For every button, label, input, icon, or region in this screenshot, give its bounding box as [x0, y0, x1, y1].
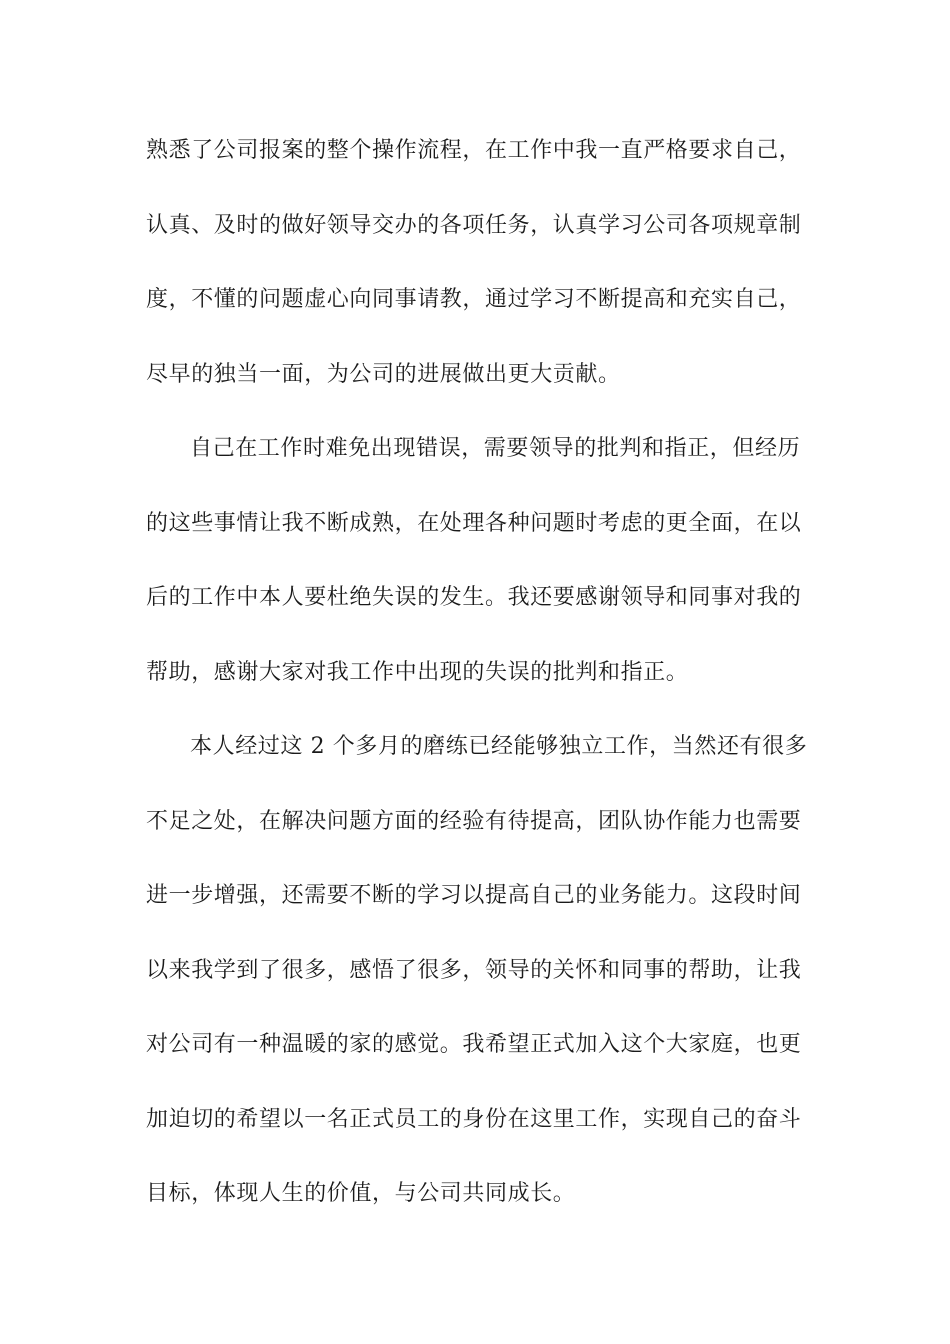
text-line: 熟悉了公司报案的整个操作流程，在工作中我一直严格要求自己， — [146, 138, 802, 163]
document-body — [146, 128, 810, 1246]
text-line: 目标，体现人生的价值，与公司共同成长。 — [146, 1181, 576, 1206]
text-line: 的这些事情让我不断成熟，在处理各种问题时考虑的更全面，在以 — [146, 510, 802, 536]
text-line: 尽早的独当一面，为公司的进展做出更大贡献。 — [146, 361, 621, 387]
text-line: 以来我学到了很多，感悟了很多，领导的关怀和同事的帮助，让我 — [146, 957, 802, 983]
paragraph-start-line: 本人经过这 2 个多月的磨练已经能够独立工作，当然还有很多 — [190, 734, 808, 759]
text-line: 度，不懂的问题虚心向同事请教，通过学习不断提高和充实自己， — [146, 287, 802, 312]
text-line: 对公司有一种温暖的家的感觉。我希望正式加入这个大家庭，也更 — [146, 1032, 802, 1057]
text-line: 后的工作中本人要杜绝失误的发生。我还要感谢领导和同事对我的 — [146, 585, 802, 610]
text-line: 认真、及时的做好领导交办的各项任务，认真学习公司各项规章制 — [146, 212, 802, 238]
text-line: 不足之处，在解决问题方面的经验有待提高，团队协作能力也需要 — [146, 808, 802, 834]
paragraph-start-line: 自己在工作时难免出现错误，需要领导的批判和指正，但经历 — [190, 436, 801, 461]
text-line: 加迫切的希望以一名正式员工的身份在这里工作，实现自己的奋斗 — [146, 1106, 802, 1132]
text-line: 进一步增强，还需要不断的学习以提高自己的业务能力。这段时间 — [146, 883, 802, 908]
text-line: 帮助，感谢大家对我工作中出现的失误的批判和指正。 — [146, 659, 689, 685]
